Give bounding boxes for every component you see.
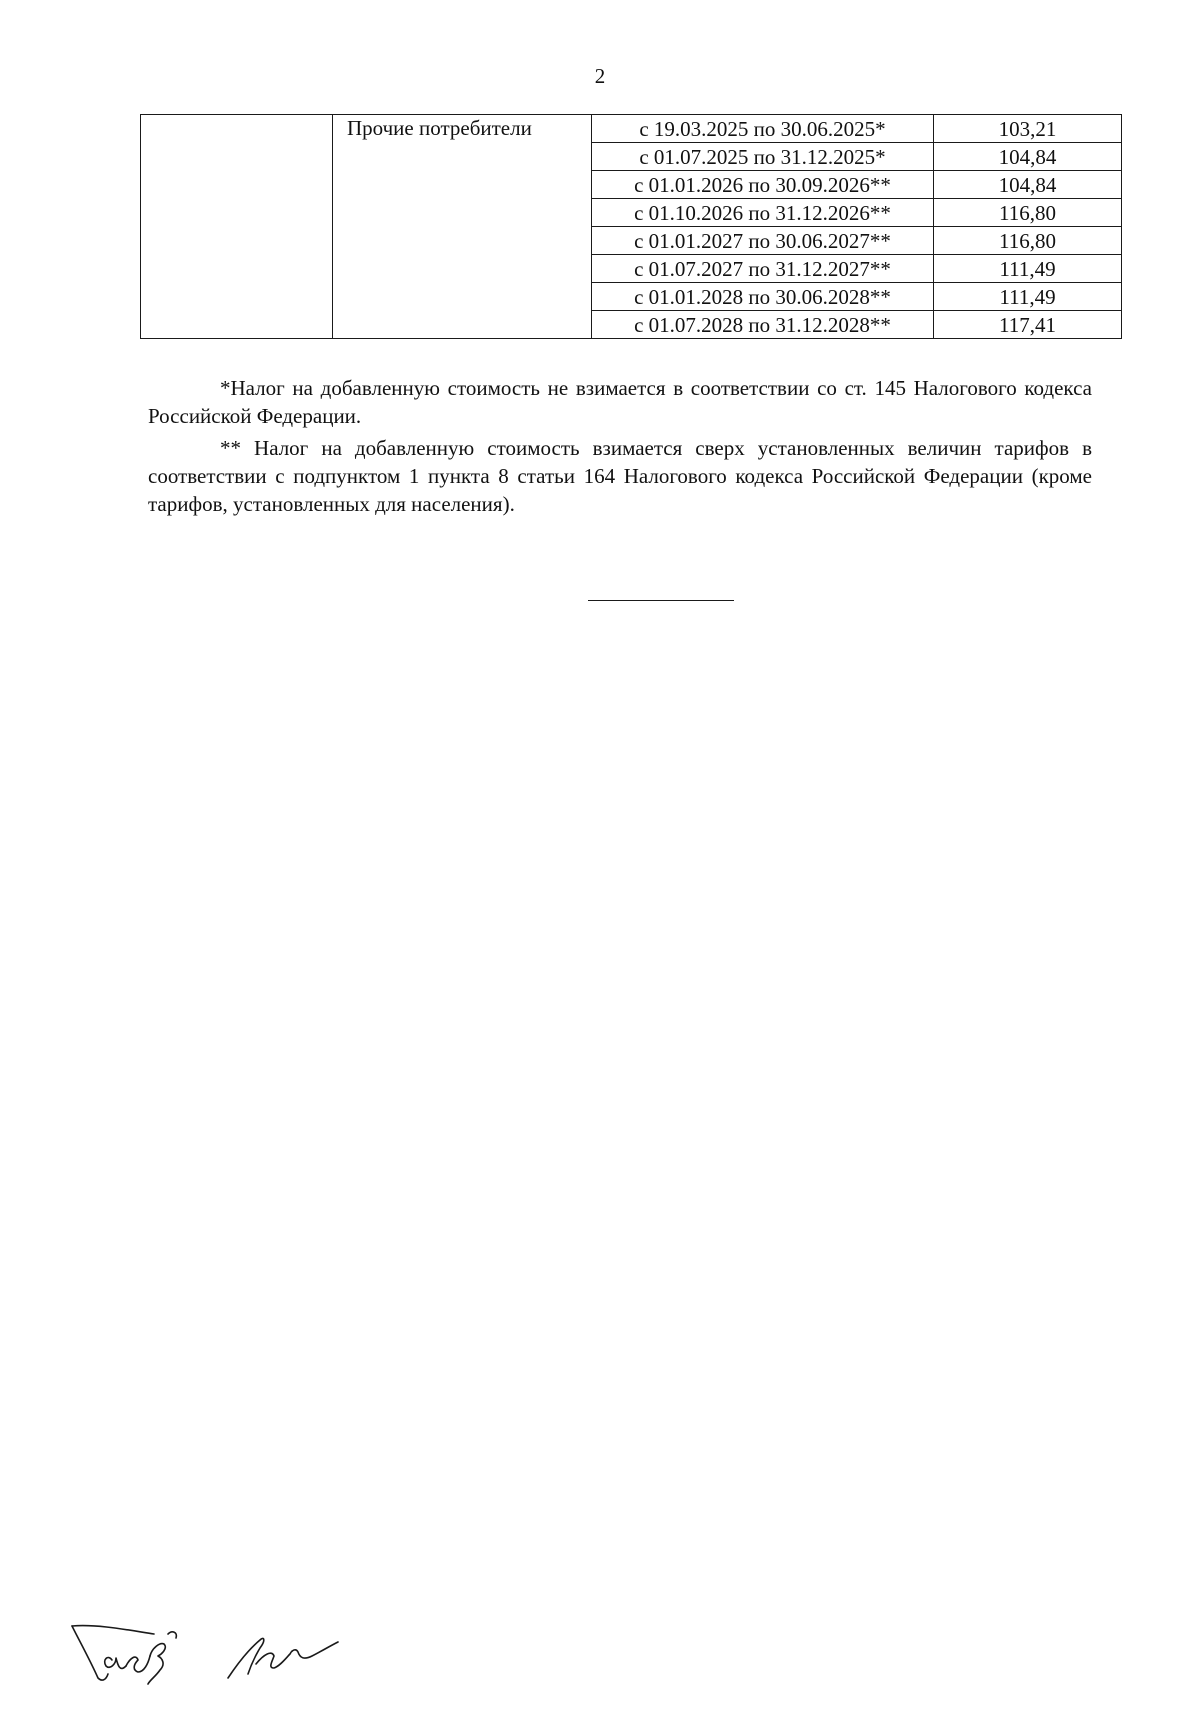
period-cell: с 01.01.2026 по 30.09.2026** bbox=[592, 171, 934, 199]
table-row bbox=[141, 115, 1122, 143]
footnote-vat-exempt: *Налог на добавленную стоимость не взимается в соответствии со ст. 145 Налогового кодекса Российской Федерации. bbox=[148, 376, 1092, 428]
period-cell: с 01.10.2026 по 31.12.2026** bbox=[592, 199, 934, 227]
period-cell: с 01.07.2025 по 31.12.2025* bbox=[592, 143, 934, 171]
period-cell: с 01.07.2027 по 31.12.2027** bbox=[592, 255, 934, 283]
period-cell: с 01.01.2028 по 30.06.2028** bbox=[592, 283, 934, 311]
period-cell: с 19.03.2025 по 30.06.2025* bbox=[592, 115, 934, 143]
tariff-value-cell: 111,49 bbox=[934, 283, 1122, 311]
end-of-text-divider bbox=[588, 600, 734, 601]
tariff-table bbox=[140, 114, 1122, 339]
empty-cell bbox=[141, 115, 333, 339]
tariff-value-cell: 116,80 bbox=[934, 199, 1122, 227]
tariff-value-cell: 111,49 bbox=[934, 255, 1122, 283]
tariff-value-cell: 104,84 bbox=[934, 143, 1122, 171]
tariff-value-cell: 117,41 bbox=[934, 311, 1122, 339]
signature-strokes bbox=[68, 1620, 358, 1700]
page-number: 2 bbox=[594, 64, 606, 88]
tariff-value-cell: 104,84 bbox=[934, 171, 1122, 199]
footnote-vat-added: ** Налог на добавленную стоимость взимается сверх установленных величин тарифов в соответствии с подпунктом 1 пункта 8 статьи 164 Налогового кодекса Российской Федерации (кроме тарифов, установленных для населения). bbox=[148, 436, 1092, 516]
tariff-value-cell: 116,80 bbox=[934, 227, 1122, 255]
tariff-value-cell: 103,21 bbox=[934, 115, 1122, 143]
handwritten-signature-icon bbox=[68, 1620, 358, 1700]
period-cell: с 01.01.2027 по 30.06.2027** bbox=[592, 227, 934, 255]
period-cell: с 01.07.2028 по 31.12.2028** bbox=[592, 311, 934, 339]
consumer-category-cell: Прочие потребители bbox=[333, 115, 592, 339]
